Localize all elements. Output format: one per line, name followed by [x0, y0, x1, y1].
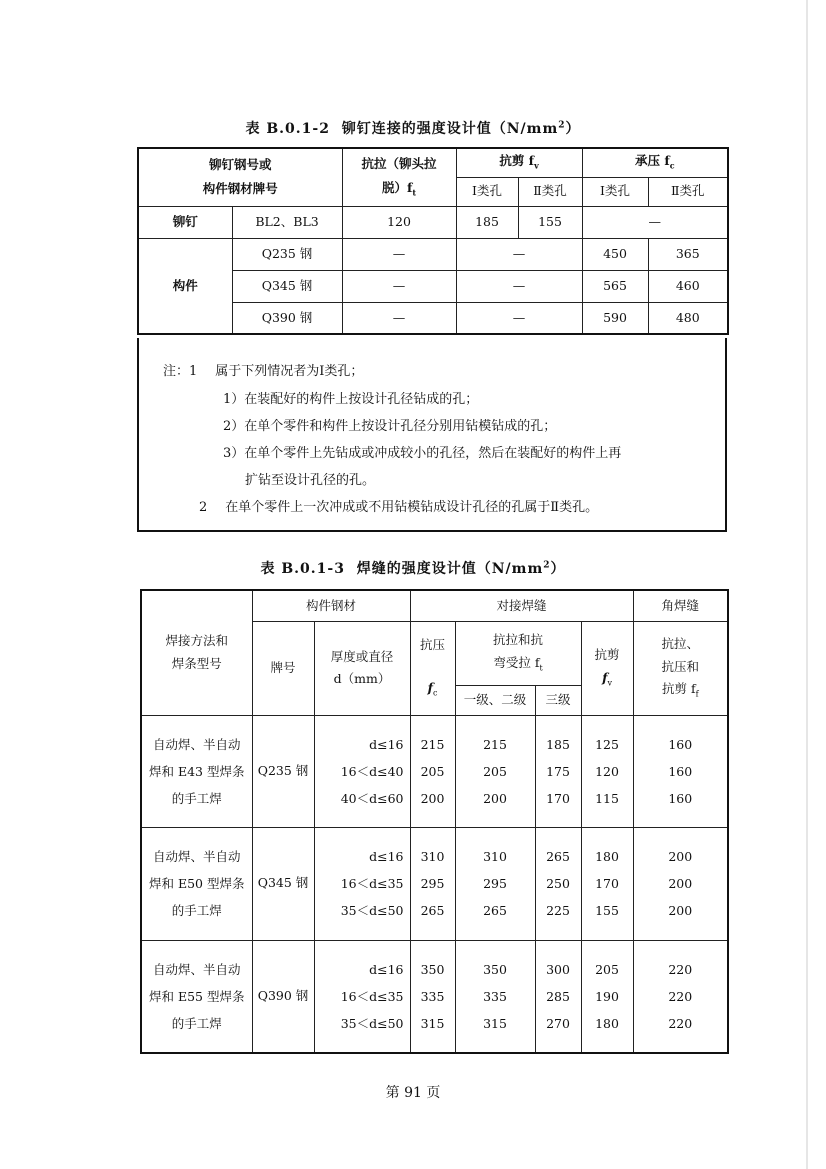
- t1-header-tension-line2: 脱）$f_t$: [381, 179, 417, 198]
- t2-shear-value: 170: [595, 876, 619, 891]
- t2-header-shear: [581, 621, 633, 715]
- table2-caption-title: 焊缝的强度设计值（N/mm: [356, 561, 544, 577]
- t2-group-shear: [581, 827, 633, 940]
- t1-member-grade: Q345 钢: [232, 270, 342, 302]
- t1-header-tension-line1: 抗拉（铆头拉: [361, 156, 437, 172]
- t2-tension12-value: 310: [483, 849, 507, 864]
- t2-group-compression: [410, 940, 455, 1053]
- t1-header-bearing: 承压 $f_c$: [582, 148, 728, 177]
- t2-group-tension-level3: [535, 827, 581, 940]
- note-prefix: 注：1: [163, 364, 198, 379]
- t2-group-fillet: [633, 940, 728, 1053]
- t1-row-rivet-bearing: —: [582, 206, 728, 238]
- t1-member-grade: Q390 钢: [232, 302, 342, 334]
- t2-group-tension-level3: [535, 940, 581, 1053]
- t2-shear-value: 120: [595, 763, 619, 779]
- t2-header-thickness: [314, 621, 410, 715]
- t2-group-method-line1: 自动焊、半自动: [152, 849, 241, 864]
- t1-header-shear-text: 抗剪 f: [499, 153, 535, 169]
- t1-header-tension-line2-text: 脱）f: [381, 179, 413, 195]
- t1-member-shear: —: [456, 270, 582, 302]
- t1-member-bearing2: 460: [648, 270, 728, 302]
- t2-compression-value: 215: [420, 736, 445, 752]
- note-1-item-3-cont: 扩钻至设计孔径的孔。: [245, 473, 376, 488]
- t2-tension12-value: 350: [483, 961, 507, 977]
- t1-row-rivet-tension: 120: [342, 206, 456, 238]
- t2-thickness-value: 40＜d≤60: [340, 790, 404, 806]
- t2-compression-value: 335: [420, 988, 445, 1004]
- t2-tension3-value: 300: [546, 961, 570, 977]
- t2-header-tension: [455, 621, 581, 685]
- t2-compression-value: 295: [420, 876, 445, 891]
- t2-group-method-line2: 焊和 E43 型焊条: [149, 763, 245, 779]
- t2-compression-value: 265: [420, 903, 445, 918]
- t2-header-thickness-line2: d（mm）: [333, 671, 391, 686]
- t2-tension12-value: 265: [483, 903, 507, 918]
- t2-group-shear: [581, 715, 633, 827]
- t2-group-method-line3: 的手工焊: [171, 903, 222, 918]
- t2-fillet-value: 200: [668, 876, 693, 891]
- page-number: 第 91 页: [385, 1085, 441, 1101]
- note-2: [199, 496, 598, 515]
- table2-caption: [0, 558, 826, 578]
- t1-header-shear: 抗剪 $f_v$: [456, 148, 582, 177]
- t2-thickness-value: 35＜d≤50: [340, 903, 404, 918]
- t2-header-fillet-line2: 抗压和: [661, 658, 700, 674]
- t2-shear-value: 155: [595, 903, 619, 918]
- t2-group-thickness: [314, 940, 410, 1053]
- note-1-text: 属于下列情况者为Ⅰ类孔；: [215, 364, 364, 379]
- t1-row-rivet-grade: BL2、BL3: [232, 206, 342, 238]
- t2-group-grade: Q390 钢: [252, 940, 314, 1053]
- t2-header-method-line2: 焊条型号: [171, 656, 222, 672]
- t2-thickness-value: 35＜d≤50: [340, 1015, 404, 1031]
- t2-tension12-value: 315: [483, 1015, 507, 1031]
- t1-row-rivet-label: 铆钉: [138, 206, 232, 238]
- t2-shear-value: 115: [595, 790, 619, 806]
- t2-shear-value: 190: [595, 988, 619, 1004]
- t2-compression-value: 205: [420, 763, 445, 779]
- t2-shear-value: 180: [595, 849, 619, 864]
- note-2-text: 在单个零件上一次冲成或不用钻模钻成设计孔径的孔属于Ⅱ类孔。: [225, 500, 599, 515]
- t1-header-material-line2: 构件钢材牌号: [202, 180, 278, 196]
- t2-thickness-value: d≤16: [369, 961, 404, 977]
- t2-group-compression: [410, 715, 455, 827]
- t1-member-label: 构件: [138, 238, 232, 334]
- table2-caption-end: ）: [550, 561, 566, 577]
- t2-fillet-value: 160: [668, 763, 693, 779]
- t2-group-method-line1: 自动焊、半自动: [152, 961, 241, 977]
- t2-group-method-line3: 的手工焊: [171, 1015, 222, 1031]
- t2-group-shear: [581, 940, 633, 1053]
- t2-group-tension-level12: [455, 940, 535, 1053]
- t1-row-rivet-shear1: 185: [456, 206, 518, 238]
- t2-thickness-value: d≤16: [369, 849, 404, 864]
- weld-strength-table: [140, 589, 729, 1054]
- t1-member-bearing2: 480: [648, 302, 728, 334]
- t1-member-bearing1: 450: [582, 238, 648, 270]
- t2-header-fillet: 角焊缝: [633, 590, 728, 621]
- t2-shear-value: 205: [595, 961, 619, 977]
- t1-header-tension: [342, 148, 456, 206]
- note-2-number: 2: [199, 500, 208, 515]
- t2-group-method-line2: 焊和 E50 型焊条: [149, 876, 245, 891]
- t1-member-bearing1: 590: [582, 302, 648, 334]
- t2-header-compression: [410, 621, 455, 715]
- table1-caption: [0, 118, 826, 138]
- t2-group-method: [141, 715, 252, 827]
- t2-tension3-value: 265: [546, 849, 570, 864]
- t2-header-compression-text: 抗压: [420, 637, 446, 653]
- t2-shear-value: 125: [595, 736, 619, 752]
- t1-member-bearing2: 365: [648, 238, 728, 270]
- t1-member-tension: —: [342, 302, 456, 334]
- t2-header-tension-line1: 抗拉和抗: [493, 632, 544, 648]
- t2-header-fillet-line3: 抗剪 $f_f$: [661, 681, 699, 699]
- t2-fillet-value: 160: [668, 790, 693, 806]
- t2-header-fillet-line3-text: 抗剪 f: [661, 681, 696, 697]
- t2-header-tension-line2-text: 弯受拉 f: [493, 654, 540, 670]
- t2-header-compression-f: f: [427, 679, 433, 695]
- t1-member-tension: —: [342, 270, 456, 302]
- t2-header-steel: 构件钢材: [252, 590, 410, 621]
- t2-group-compression: [410, 827, 455, 940]
- t2-header-shear-text: 抗剪: [594, 647, 620, 663]
- t2-header-method-line1: 焊接方法和: [165, 632, 228, 648]
- t2-tension3-value: 270: [546, 1015, 570, 1031]
- t2-tension12-value: 205: [483, 763, 507, 779]
- t2-compression-value: 315: [420, 1015, 445, 1031]
- t2-header-level3: 三级: [535, 685, 581, 715]
- t2-tension12-value: 295: [483, 876, 507, 891]
- note-1-item-3: 3）在单个零件上先钻成或冲成较小的孔径，然后在装配好的构件上再: [223, 446, 622, 461]
- t2-header-level12: 一级、二级: [455, 685, 535, 715]
- t2-fillet-value: 200: [668, 849, 693, 864]
- t2-tension3-value: 250: [546, 876, 570, 891]
- table1-caption-end: ）: [565, 121, 581, 137]
- table1-caption-title: 铆钉连接的强度设计值（N/mm: [341, 121, 559, 137]
- rivet-strength-table: [137, 147, 729, 335]
- t2-fillet-value: 220: [668, 988, 693, 1004]
- t2-thickness-value: 16＜d≤40: [340, 763, 404, 779]
- t2-header-tension-line2: 弯受拉 $f_t$: [493, 654, 543, 673]
- t2-thickness-value: d≤16: [369, 736, 404, 752]
- t2-group-method: [141, 940, 252, 1053]
- table1-notes: [137, 338, 727, 532]
- t2-header-fillet-strength: [633, 621, 728, 715]
- t1-header-bearing-class2: Ⅱ类孔: [648, 177, 728, 206]
- t2-header-grade: 牌号: [252, 621, 314, 715]
- t2-tension3-value: 285: [546, 988, 570, 1004]
- note-1-item-2: 2）在单个零件和构件上按设计孔径分别用钻模钻成的孔；: [223, 419, 557, 434]
- t2-group-thickness: [314, 715, 410, 827]
- t2-tension12-value: 200: [483, 790, 507, 806]
- table1-caption-sup: 2: [558, 120, 566, 131]
- t2-group-grade: Q235 钢: [252, 715, 314, 827]
- t2-group-fillet: [633, 715, 728, 827]
- t2-group-method-line2: 焊和 E55 型焊条: [149, 988, 245, 1004]
- t1-member-shear: —: [456, 302, 582, 334]
- t2-group-fillet: [633, 827, 728, 940]
- note-1: [163, 360, 363, 379]
- t1-header-shear-class1: Ⅰ类孔: [456, 177, 518, 206]
- t2-tension3-value: 185: [546, 736, 570, 752]
- t2-compression-value: 350: [420, 961, 445, 977]
- t2-tension3-value: 225: [546, 903, 570, 918]
- t1-member-shear: —: [456, 238, 582, 270]
- t2-header-shear-f: f: [602, 669, 608, 685]
- t1-header-material: [138, 148, 342, 206]
- t2-tension12-value: 335: [483, 988, 507, 1004]
- t1-header-bearing-class1: Ⅰ类孔: [582, 177, 648, 206]
- t2-fillet-value: 220: [668, 1015, 693, 1031]
- t2-header-fillet-line1: 抗拉、: [661, 636, 700, 652]
- t1-header-shear-class2: Ⅱ类孔: [518, 177, 582, 206]
- t1-header-material-line1: 铆钉钢号或: [209, 157, 272, 173]
- t2-group-grade: Q345 钢: [252, 827, 314, 940]
- t2-fillet-value: 220: [668, 961, 693, 977]
- t2-thickness-value: 16＜d≤35: [340, 988, 404, 1004]
- t2-header-shear-symbol: $f_v$: [602, 669, 612, 688]
- note-1-item-1: 1）在装配好的构件上按设计孔径钻成的孔；: [223, 392, 479, 407]
- t2-fillet-value: 200: [668, 903, 693, 918]
- t2-compression-value: 310: [420, 849, 445, 864]
- t2-group-row: [141, 715, 728, 827]
- t1-member-grade: Q235 钢: [232, 238, 342, 270]
- table2-caption-sup: 2: [543, 560, 551, 571]
- t2-compression-value: 200: [420, 790, 445, 806]
- table2-caption-number: 表 B.0.1-3: [260, 561, 345, 577]
- t1-member-bearing1: 565: [582, 270, 648, 302]
- t2-fillet-value: 160: [668, 736, 693, 752]
- t2-tension3-value: 170: [546, 790, 570, 806]
- t2-group-method-line1: 自动焊、半自动: [152, 736, 241, 752]
- t2-group-tension-level3: [535, 715, 581, 827]
- t2-group-row: [141, 827, 728, 940]
- table1-caption-number: 表 B.0.1-2: [245, 121, 330, 137]
- t1-member-tension: —: [342, 238, 456, 270]
- t2-tension12-value: 215: [483, 736, 507, 752]
- t2-header-butt: 对接焊缝: [410, 590, 633, 621]
- t2-group-method-line3: 的手工焊: [171, 790, 222, 806]
- t1-header-bearing-text: 承压 f: [634, 153, 670, 169]
- t2-tension3-value: 175: [546, 763, 570, 779]
- scan-edge-line: [806, 0, 808, 1169]
- t2-group-row: [141, 940, 728, 1053]
- t1-row-rivet-shear2: 155: [518, 206, 582, 238]
- t2-group-thickness: [314, 827, 410, 940]
- t2-header-compression-symbol: $f_c$: [427, 679, 438, 698]
- t2-header-method: [141, 590, 252, 715]
- t2-shear-value: 180: [595, 1015, 619, 1031]
- t2-group-tension-level12: [455, 827, 535, 940]
- t2-group-method: [141, 827, 252, 940]
- t2-thickness-value: 16＜d≤35: [340, 876, 404, 891]
- t2-header-thickness-line1: 厚度或直径: [330, 648, 394, 664]
- t2-group-tension-level12: [455, 715, 535, 827]
